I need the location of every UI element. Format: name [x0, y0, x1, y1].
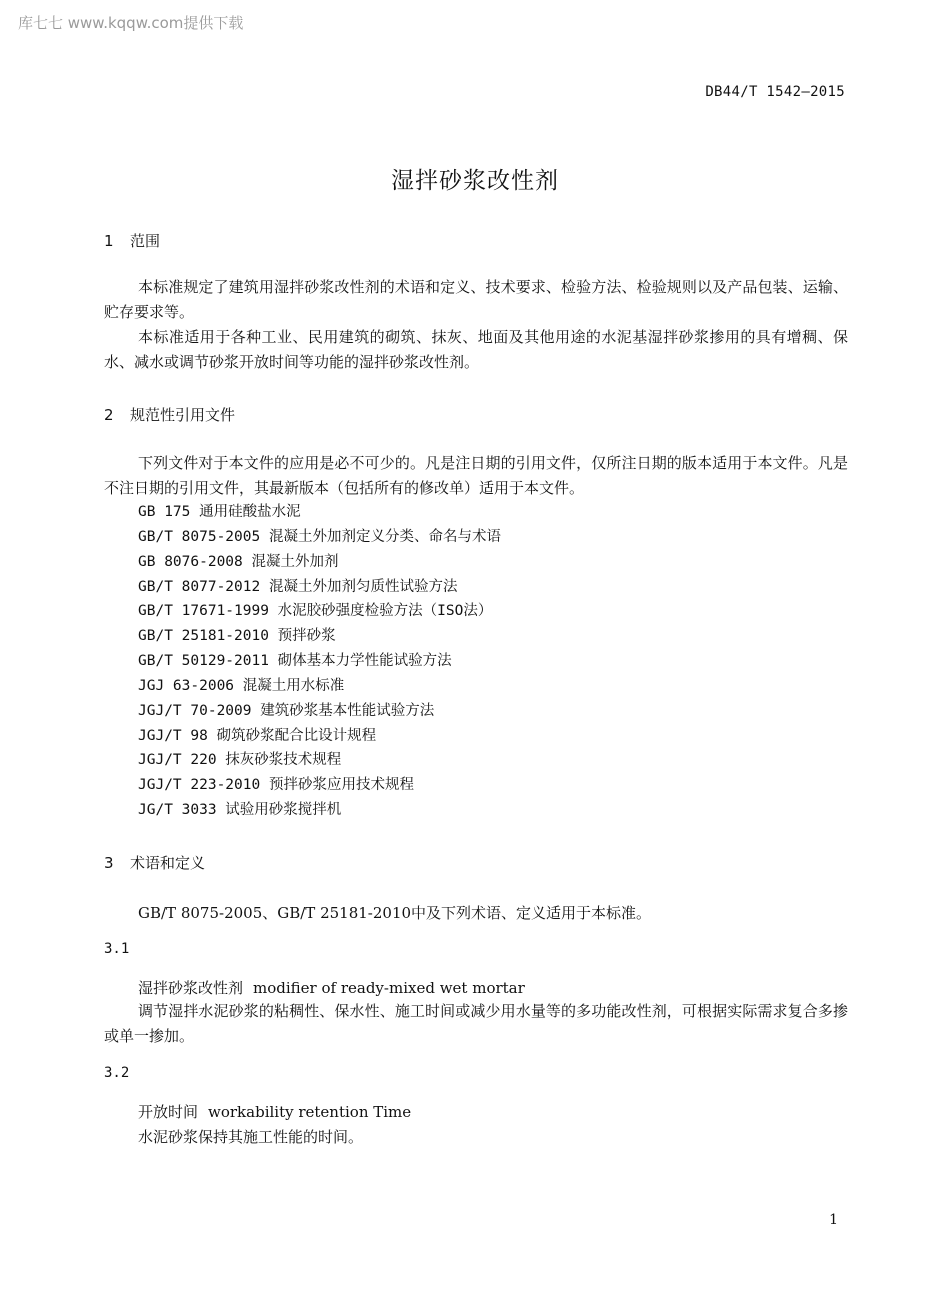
- standard-code: DB44/T 1542—2015: [705, 84, 845, 100]
- reference-item: GB/T 25181-2010 预拌砂浆: [138, 628, 336, 645]
- term-english: workability retention Time: [208, 1103, 412, 1121]
- reference-list: [138, 500, 501, 823]
- section-title: 规范性引用文件: [130, 406, 236, 424]
- section-title: 范围: [130, 232, 161, 250]
- page-number: 1: [829, 1212, 838, 1228]
- section-number: 3: [104, 854, 114, 872]
- reference-item: JG/T 3033 试验用砂浆搅拌机: [138, 802, 342, 819]
- scope-paragraph: 本标准适用于各种工业、民用建筑的砌筑、抹灰、地面及其他用途的水泥基湿拌砂浆掺用的具有增稠、保水、减水或调节砂浆开放时间等功能的湿拌砂浆改性剂。: [104, 328, 848, 371]
- term-heading: [138, 1101, 411, 1122]
- term-heading: [138, 977, 525, 998]
- reference-item: JGJ/T 98 砌筑砂浆配合比设计规程: [138, 727, 377, 744]
- section-heading-terms: [104, 852, 205, 873]
- scope-paragraph: 本标准规定了建筑用湿拌砂浆改性剂的术语和定义、技术要求、检验方法、检验规则以及产品包装、运输、贮存要求等。: [104, 278, 848, 321]
- section-title: 术语和定义: [130, 854, 206, 872]
- references-intro: 下列文件对于本文件的应用是必不可少的。凡是注日期的引用文件，仅所注日期的版本适用于本文件。凡是不注日期的引用文件，其最新版本（包括所有的修改单）适用于本文件。: [104, 454, 848, 497]
- reference-item: JGJ/T 223-2010 预拌砂浆应用技术规程: [138, 777, 414, 794]
- term-definition: 水泥砂浆保持其施工性能的时间。: [138, 1128, 364, 1146]
- reference-item: JGJ 63-2006 混凝土用水标准: [138, 677, 345, 694]
- term-number: 3.1: [104, 941, 130, 957]
- watermark: 库七七 www.kqqw.com提供下载: [18, 14, 244, 32]
- section-heading-normative-references: [104, 404, 235, 425]
- term-number: 3.2: [104, 1065, 130, 1081]
- section-number: 1: [104, 232, 114, 250]
- term-english: modifier of ready-mixed wet mortar: [253, 979, 525, 997]
- reference-item: GB/T 17671-1999 水泥胶砂强度检验方法（ISO法）: [138, 603, 493, 620]
- document-title: 湿拌砂浆改性剂: [391, 168, 559, 194]
- term-definition: 调节湿拌水泥砂浆的粘稠性、保水性、施工时间或减少用水量等的多功能改性剂，可根据实际需求复合多掺或单一掺加。: [104, 1002, 848, 1045]
- reference-item: GB 8076-2008 混凝土外加剂: [138, 553, 339, 570]
- section-number: 2: [104, 406, 114, 424]
- reference-item: GB 175 通用硅酸盐水泥: [138, 504, 301, 520]
- reference-item: GB/T 8075-2005 混凝土外加剂定义分类、命名与术语: [138, 528, 501, 545]
- reference-item: JGJ/T 220 抹灰砂浆技术规程: [138, 752, 342, 769]
- terms-intro: GB/T 8075-2005、GB/T 25181-2010中及下列术语、定义适用于本标准。: [138, 904, 652, 922]
- term-chinese: 开放时间: [138, 1103, 199, 1121]
- section-heading-scope: [104, 230, 160, 251]
- term-chinese: 湿拌砂浆改性剂: [138, 979, 244, 997]
- reference-item: JGJ/T 70-2009 建筑砂浆基本性能试验方法: [138, 702, 435, 719]
- reference-item: GB/T 8077-2012 混凝土外加剂匀质性试验方法: [138, 578, 458, 595]
- reference-item: GB/T 50129-2011 砌体基本力学性能试验方法: [138, 653, 452, 670]
